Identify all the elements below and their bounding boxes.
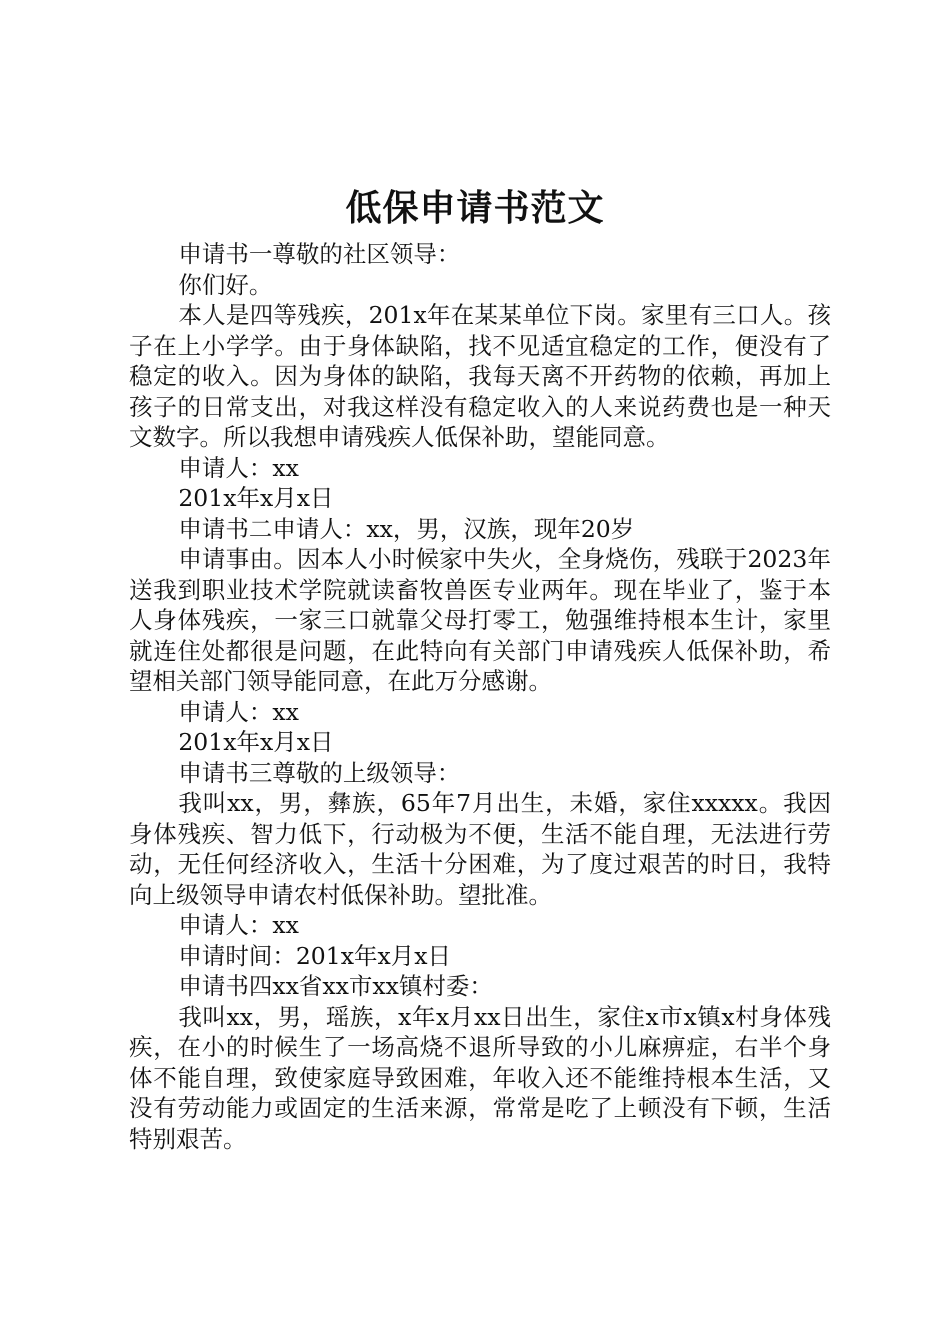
body-paragraph: 我叫xx，男，彝族，65年7月出生，未婚，家住xxxxx。我因身体残疾、智力低下，行动极为不便，生活不能自理，无法进行劳动，无任何经济收入，生活十分困难，为了度过艰苦的时日，我特向上级领导申请农村低保补助。望批准。 [129,789,831,909]
greeting-line: 申请书一尊敬的社区领导： [178,240,461,268]
applicant-line: 申请人：xx [178,697,299,726]
section-heading-line: 申请书三尊敬的上级领导： [178,758,461,787]
date-line: 201x年x月x日 [178,484,334,512]
applicant-line: 申请人：xx [178,911,299,939]
section-heading-line: 申请书二申请人：xx，男，汉族，现年20岁 [178,514,635,543]
document-body [129,239,831,1154]
date-line: 申请时间：201x年x月x日 [178,941,451,970]
date-line: 201x年x月x日 [178,728,334,756]
body-paragraph: 申请事由。因本人小时候家中失火，全身烧伤，残联于2023年送我到职业技术学院就读畜牧兽医专业两年。现在毕业了，鉴于本人身体残疾，一家三口就靠父母打零工，勉强维持根本生计，家里就连住处都很是问题，在此特向有关部门申请残疾人低保补助，希望相关部门领导能同意，在此万分感谢。 [129,545,831,695]
document-title: 低保申请书范文 [345,187,605,229]
body-paragraph: 我叫xx，男，瑶族，x年x月xx日出生，家住x市x镇x村身体残疾，在小的时候生了一场高烧不退所导致的小儿麻痹症，右半个身体不能自理，致使家庭导致困难，年收入还不能维持根本生活，又没有劳动能力或固定的生活来源，常常是吃了上顿没有下顿，生活特别艰苦。 [129,1002,831,1153]
salutation-line: 你们好。 [178,270,273,299]
body-paragraph: 本人是四等残疾，201x年在某某单位下岗。家里有三口人。孩子在上小学学。由于身体缺陷，找不见适宜稳定的工作，便没有了稳定的收入。因为身体的缺陷，我每天离不开药物的依赖，再加上孩子的日常支出，对我这样没有稳定收入的人来说药费也是一种天文数字。所以我想申请残疾人低保补助，望能同意。 [129,301,831,451]
applicant-line: 申请人：xx [178,453,299,482]
section-heading-line: 申请书四xx省xx市xx镇村委： [178,972,493,1000]
